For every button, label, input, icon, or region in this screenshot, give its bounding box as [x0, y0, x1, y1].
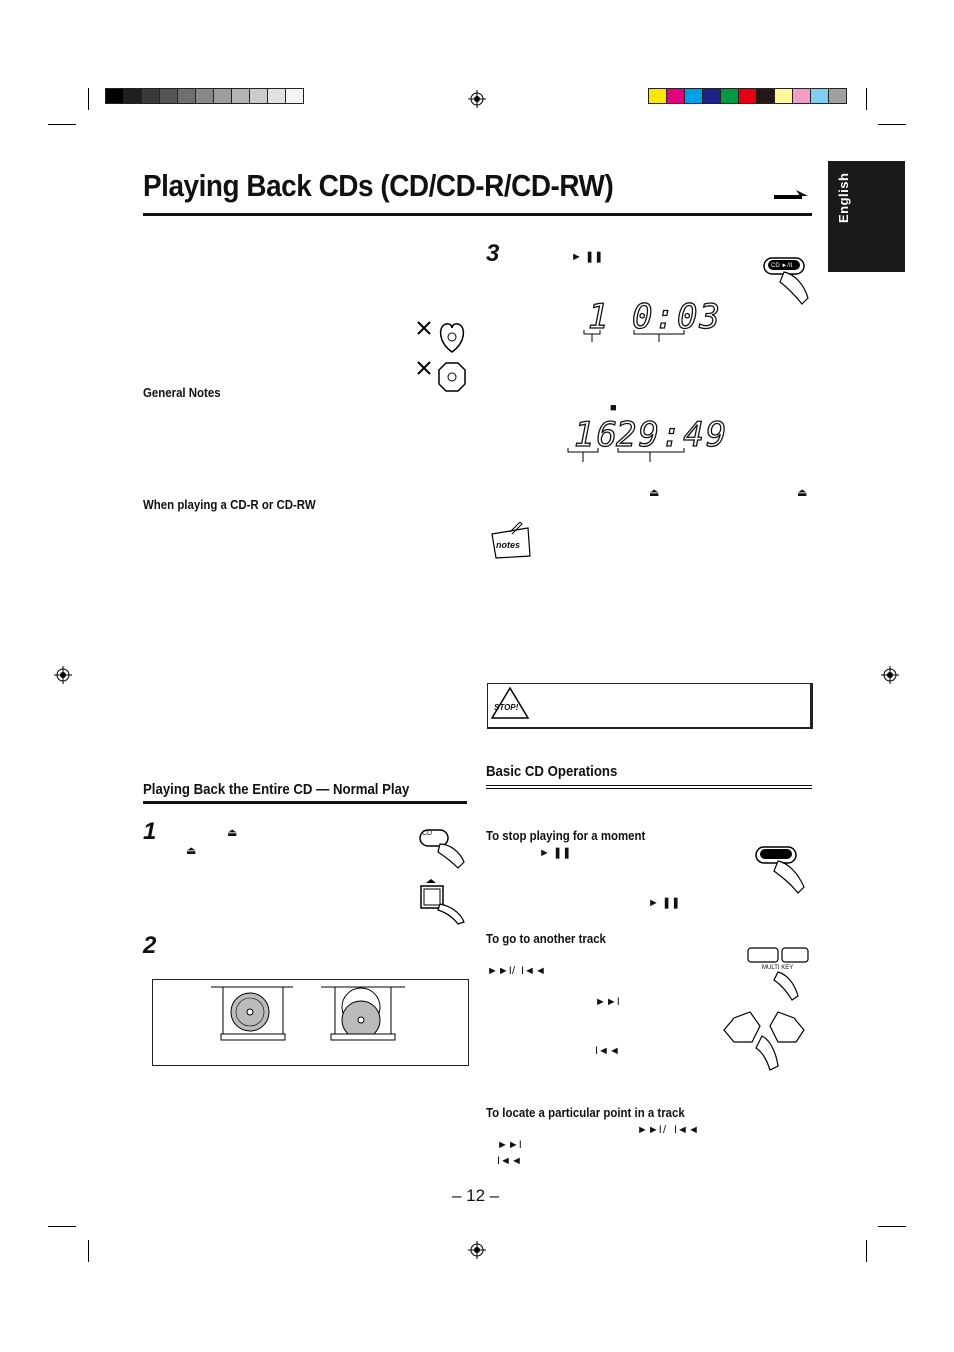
- locate-heading: To locate a particular point in a track: [486, 1105, 685, 1120]
- next-track-icon: ►►I: [637, 1124, 662, 1136]
- color-swatch: [123, 88, 142, 104]
- color-swatch: [684, 88, 703, 104]
- color-swatch: [702, 88, 721, 104]
- slash-separator: /: [663, 1124, 667, 1136]
- display-total-tracks: 16: [574, 415, 619, 455]
- display-track-number: 1: [588, 297, 611, 337]
- eject-icon: ⏏: [649, 487, 660, 499]
- stop-icon: ■: [610, 402, 617, 414]
- color-swatch: [177, 88, 196, 104]
- crop-mark: [878, 124, 906, 125]
- page-number: – 12 –: [452, 1186, 500, 1205]
- color-swatch: [231, 88, 250, 104]
- cdr-heading: When playing a CD-R or CD-RW: [143, 497, 316, 512]
- crop-mark: [866, 88, 867, 110]
- multi-key-label: MULTI KEY: [762, 965, 794, 971]
- previous-track-icon: I◄◄: [497, 1155, 522, 1167]
- section-rule: [486, 785, 812, 786]
- registration-target-icon: [468, 1241, 486, 1259]
- cd-play-button-label: CD ►/II: [771, 263, 793, 269]
- disc-tray-illustration: [152, 979, 469, 1066]
- display-total-time: 29:49: [616, 415, 729, 455]
- multi-key-button-icon: [744, 946, 812, 1004]
- play-pause-icon: ► ❚❚: [571, 251, 604, 263]
- section-rule: [143, 801, 467, 804]
- eject-icon: ⏏: [797, 487, 808, 499]
- registration-target-icon: [54, 666, 72, 684]
- color-swatch: [792, 88, 811, 104]
- crop-mark: [866, 1240, 867, 1262]
- color-swatch: [267, 88, 286, 104]
- crop-mark: [48, 1226, 76, 1227]
- step-number: 1: [143, 818, 157, 845]
- step-number: 2: [143, 932, 157, 959]
- section-rule: [486, 788, 812, 789]
- color-swatch: [105, 88, 124, 104]
- language-tab-label: English: [836, 172, 851, 223]
- stop-moment-heading: To stop playing for a moment: [486, 828, 646, 843]
- basic-ops-heading: Basic CD Operations: [486, 763, 618, 780]
- color-swatch: [666, 88, 685, 104]
- color-swatch: [285, 88, 304, 104]
- color-swatch: [159, 88, 178, 104]
- registration-target-icon: [468, 90, 486, 108]
- crop-mark: [88, 1240, 89, 1262]
- general-notes-heading: General Notes: [143, 385, 221, 400]
- title-rule: [143, 213, 812, 216]
- notes-icon-label: notes: [496, 540, 521, 550]
- previous-track-icon: I◄◄: [595, 1045, 620, 1057]
- octagon-disc-icon: [416, 360, 466, 394]
- color-swatch: [756, 88, 775, 104]
- play-pause-icon: ► ❚❚: [539, 847, 572, 859]
- crop-mark: [878, 1226, 906, 1227]
- color-swatch: [828, 88, 847, 104]
- color-swatch: [249, 88, 268, 104]
- stop-icon-label: STOP!: [494, 703, 519, 712]
- continue-arrow-icon: [774, 180, 810, 202]
- caution-box: [487, 683, 813, 729]
- color-swatch: [738, 88, 757, 104]
- eject-button-icon: [418, 876, 468, 926]
- display-callout-lines: [580, 330, 690, 342]
- next-track-icon: ►►I: [497, 1139, 522, 1151]
- eject-icon: ⏏: [227, 827, 238, 839]
- other-track-heading: To go to another track: [486, 931, 606, 946]
- display-elapsed-time: 0:03: [632, 297, 722, 337]
- color-swatch: [774, 88, 793, 104]
- color-swatch: [195, 88, 214, 104]
- heart-disc-icon: [416, 318, 466, 354]
- cd-button-label: CD: [422, 830, 433, 837]
- page-title: Playing Back CDs (CD/CD-R/CD-RW): [143, 168, 614, 203]
- play-pause-icon: ► ❚❚: [648, 897, 681, 909]
- next-track-icon: ►►I: [595, 996, 620, 1008]
- color-swatch: [141, 88, 160, 104]
- next-track-icon: ►►I: [487, 965, 512, 977]
- color-swatch: [648, 88, 667, 104]
- color-swatch: [720, 88, 739, 104]
- display-callout-lines: [566, 448, 690, 462]
- slash-separator: /: [512, 965, 516, 977]
- language-tab: [828, 161, 905, 272]
- previous-track-icon: I◄◄: [674, 1124, 699, 1136]
- crop-mark: [88, 88, 89, 110]
- eject-icon: ⏏: [186, 845, 197, 857]
- normal-play-heading: Playing Back the Entire CD — Normal Play: [143, 781, 410, 798]
- cd-play-button-icon: [752, 843, 810, 895]
- crop-mark: [48, 124, 76, 125]
- color-swatch: [810, 88, 829, 104]
- remote-skip-buttons-icon: [716, 1008, 812, 1072]
- step-number: 3: [486, 240, 500, 267]
- registration-target-icon: [881, 666, 899, 684]
- color-swatch: [213, 88, 232, 104]
- previous-track-icon: I◄◄: [521, 965, 546, 977]
